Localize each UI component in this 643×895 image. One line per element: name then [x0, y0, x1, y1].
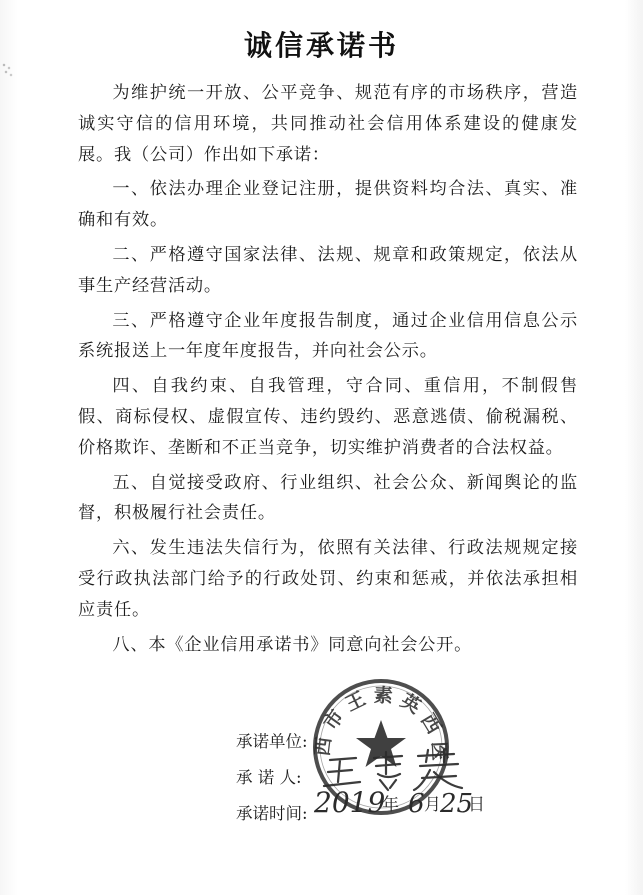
seal-text: 西 市 王 素 英 西 医: [311, 684, 451, 762]
paragraph-item-1: 一、依法办理企业登记注册，提供资料均合法、真实、准确和有效。: [78, 179, 578, 231]
unit-row: [236, 724, 316, 760]
paragraph-item-6: 六、发生违法失信行为，依照有关法律、行政法规规定接受行政执法部门给予的行政处罚、约束和惩戒，并依法承担相应责任。: [78, 538, 578, 620]
document-title: 诚信承诺书: [243, 29, 399, 62]
date-year-suffix: 年: [382, 795, 399, 815]
date-month-suffix: 月: [424, 795, 441, 815]
time-row: [236, 796, 316, 832]
paragraph-item-3: 三、严格遵守企业年度报告制度，通过企业信用信息公示系统报送上一年度年度报告，并向社会公示。: [78, 310, 578, 362]
person-row: [236, 760, 316, 796]
time-label: 承诺时间:: [236, 804, 308, 823]
date-year: 2019: [314, 786, 386, 819]
person-label: 承 诺 人:: [236, 768, 302, 787]
handwritten-date: [312, 778, 485, 822]
date-day: 25: [440, 789, 474, 819]
scan-edge-marks: [2, 62, 14, 78]
paragraph-item-2: 二、严格遵守国家法律、法规、规章和政策规定，依法从事生产经营活动。: [78, 244, 578, 296]
date-day-suffix: 日: [468, 795, 485, 815]
document-body: [78, 78, 578, 664]
date-month: 6: [408, 789, 425, 819]
paragraph-intro: 为维护统一开放、公平竞争、规范有序的市场秩序，营造诚实守信的信用环境，共同推动社会信用体系建设的健康发展。我（公司）作出如下承诺：: [78, 83, 578, 165]
paragraph-item-8: 八、本《企业信用承诺书》同意向社会公开。: [112, 634, 473, 655]
unit-label: 承诺单位:: [236, 732, 308, 751]
signature-block: [236, 724, 316, 832]
paragraph-item-5: 五、自觉接受政府、行业组织、社会公众、新闻舆论的监督，积极履行社会责任。: [78, 472, 578, 524]
paragraph-item-4: 四、自我约束、自我管理，守合同、重信用，不制假售假、商标侵权、虚假宣传、违约毁约、恶意逃债、偷税漏税、价格欺诈、垄断和不正当竞争，切实维护消费者的合法权益。: [78, 376, 578, 458]
